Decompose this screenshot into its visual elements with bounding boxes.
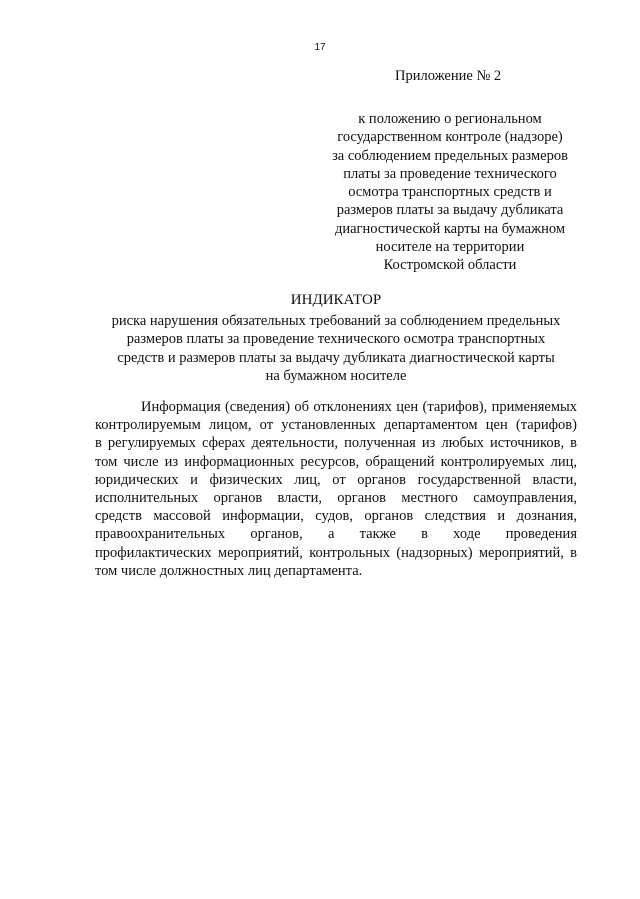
body-line: контролируемым лицом, от установленных департаментом цен (тарифов) xyxy=(95,417,577,434)
body-line: средств массовой информации, судов, органов следствия и дознания, xyxy=(95,508,577,525)
body-line: том числе из информационных ресурсов, обращений контролируемых лиц, xyxy=(95,453,577,470)
body-line: исполнительных органов власти, органов местного самоуправления, xyxy=(95,490,577,507)
appendix-subtitle-line: диагностической карты на бумажном xyxy=(334,220,566,237)
document-subtitle-line: риска нарушения обязательных требований за соблюдением предельных xyxy=(111,313,561,329)
document-subtitle-line: средств и размеров платы за выдачу дубликата диагностической карты xyxy=(117,349,555,366)
appendix-subtitle-line: носителе на территории xyxy=(375,239,525,256)
body-line: правоохранительных органов, а также в ходе проведения xyxy=(95,526,577,543)
document-subtitle-line: размеров платы за проведение технического осмотра транспортных xyxy=(126,331,546,348)
body-line: в регулируемых сферах деятельности, полученная из любых источников, в xyxy=(95,435,577,452)
document-title: ИНДИКАТОР xyxy=(290,292,382,308)
appendix-subtitle xyxy=(316,110,584,275)
body-line: том числе должностных лиц департамента. xyxy=(95,562,363,579)
appendix-subtitle-line: платы за проведение технического xyxy=(343,165,557,182)
document-subtitle xyxy=(80,312,592,385)
page-number: 17 xyxy=(314,42,326,53)
appendix-subtitle-line: государственном контроле (надзоре) xyxy=(337,129,563,146)
document-subtitle-line: на бумажном носителе xyxy=(265,367,407,384)
appendix-subtitle-line: к положению о региональном xyxy=(358,111,542,127)
appendix-subtitle-line: осмотра транспортных средств и xyxy=(348,184,552,201)
appendix-subtitle-line: Костромской области xyxy=(383,257,517,274)
body-paragraph xyxy=(95,398,577,580)
appendix-title: Приложение № 2 xyxy=(395,68,502,84)
body-line: юридических и физических лиц, от органов государственной власти, xyxy=(95,471,577,488)
appendix-subtitle-line: размеров платы за выдачу дубликата xyxy=(336,202,564,219)
body-line: профилактических мероприятий, контрольных (надзорных) мероприятий, в xyxy=(95,544,577,561)
body-line: Информация (сведения) об отклонениях цен (тарифов), применяемых xyxy=(141,399,577,415)
appendix-subtitle-line: за соблюдением предельных размеров xyxy=(332,147,568,164)
